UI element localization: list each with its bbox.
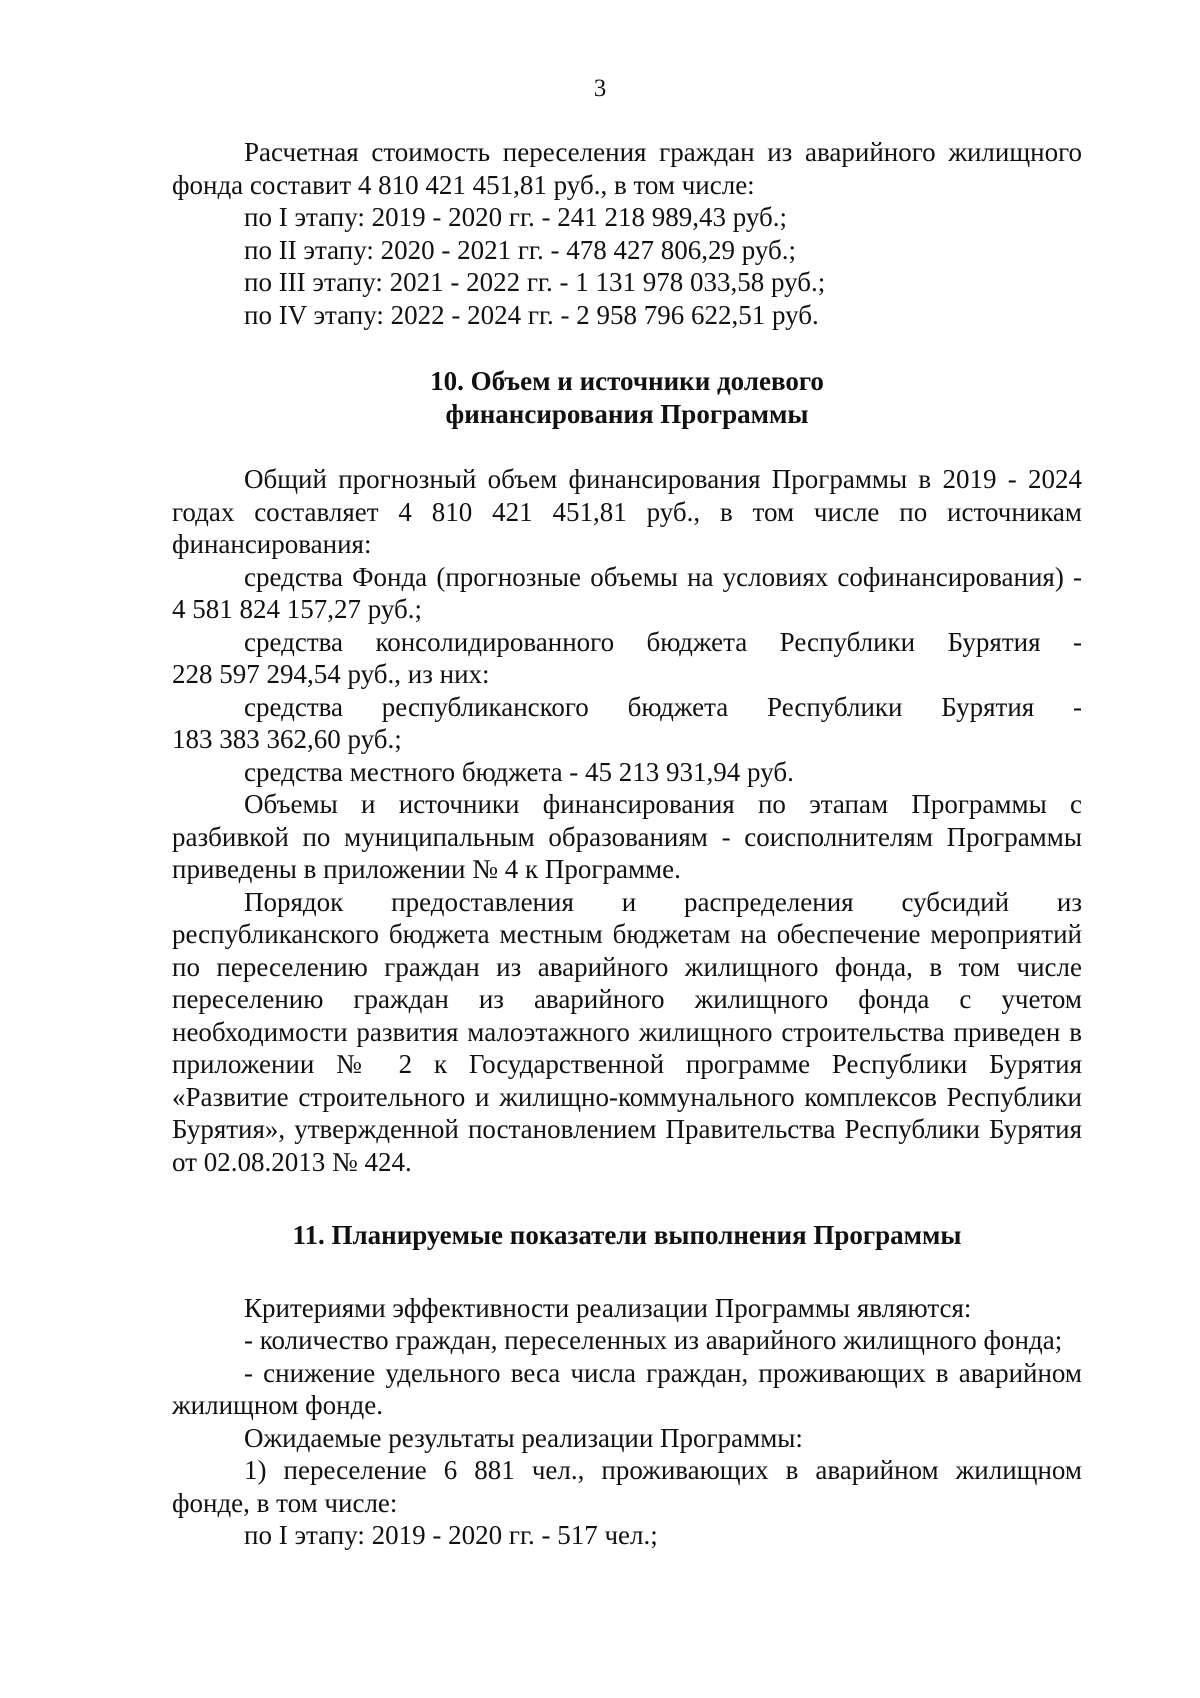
document-body [172, 136, 1082, 1552]
stage-item: по III этапу: 2021 - 2022 гг. - 1 131 978 033,58 руб.; [244, 267, 826, 297]
section-11-paragraph: Критериями эффективности реализации Программы являются: [244, 1292, 972, 1323]
page-number: 3 [593, 75, 607, 102]
section-11-paragraph: - снижение удельного веса числа граждан, проживающих в аварийном жилищном фонде. [172, 1357, 1082, 1420]
section-11-heading: 11. Планируемые показатели выполнения Программы [292, 1220, 962, 1250]
section-10-heading-line2: финансирования Программы [445, 398, 809, 429]
section-10-heading-line1: 10. Объем и источники долевого [430, 366, 824, 396]
section-11-paragraph: - количество граждан, переселенных из аварийного жилищного фонда; [244, 1325, 1063, 1355]
section-10-paragraph: Общий прогнозный объем финансирования Программы в 2019 - 2024 годах составляет 4 810 421 451,81 руб., в том числе по источникам финансирования: [172, 464, 1082, 559]
section-10-paragraph: средства Фонда (прогнозные объемы на условиях софинансирования) - 4 581 824 157,27 руб.; [172, 561, 1082, 624]
intro-paragraph: Расчетная стоимость переселения граждан из аварийного жилищного фонда составит 4 810 421 451,81 руб., в том числе: [172, 137, 1082, 200]
stage-item: по I этапу: 2019 - 2020 гг. - 241 218 989,43 руб.; [244, 202, 787, 232]
section-10-paragraph: средства местного бюджета - 45 213 931,94 руб. [244, 756, 794, 787]
section-10-paragraph-continuation: 228 597 294,54 руб., из них: [172, 659, 490, 689]
stage-item: по II этапу: 2020 - 2021 гг. - 478 427 806,29 руб.; [244, 234, 796, 265]
section-11-paragraph: по I этапу: 2019 - 2020 гг. - 517 чел.; [244, 1520, 658, 1550]
section-10-paragraph: Порядок предоставления и распределения субсидий из республиканского бюджета местным бюджетам на обеспечение мероприятий по переселению граждан из аварийного жилищного фонда, в том числе переселению граждан из аварийного жилищного фонда с учетом необходимости развития малоэтажного жилищного строительства приведен в приложении № 2 к Государственной программе Республики Бурятия «Развитие строительного и жилищно-коммунального комплексов Республики Бурятия», утвержденной постановлением Правительства Республики Бурятия от 02.08.2013 № 424. [172, 886, 1082, 1177]
section-11-paragraph: Ожидаемые результаты реализации Программы: [244, 1422, 803, 1453]
section-10-paragraph: Объемы и источники финансирования по этапам Программы с разбивкой по муниципальным образованиям - соисполнителям Программы приведены в приложении № 4 к Программе. [172, 789, 1082, 884]
section-10-paragraph-continuation: 183 383 362,60 руб.; [172, 724, 402, 754]
section-10-paragraph-spread: средства консолидированного бюджета Республики Бурятия - [244, 626, 1082, 657]
section-11-paragraph: 1) переселение 6 881 чел., проживающих в аварийном жилищном фонде, в том числе: [172, 1455, 1082, 1518]
section-10-paragraph-spread: средства республиканского бюджета Республики Бурятия - [244, 691, 1082, 722]
stage-item: по IV этапу: 2022 - 2024 гг. - 2 958 796 622,51 руб. [244, 299, 819, 330]
